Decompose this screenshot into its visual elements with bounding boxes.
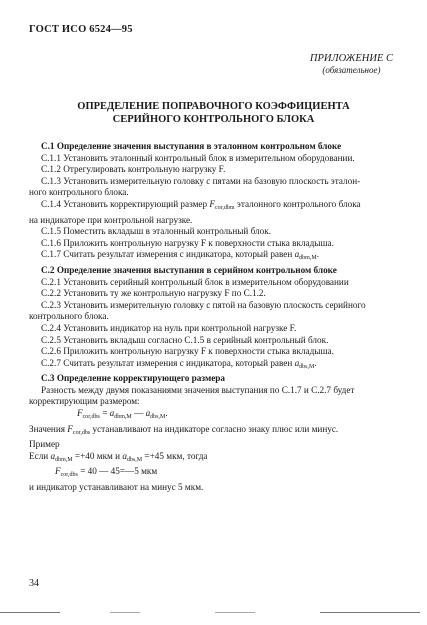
symbol: F	[209, 198, 215, 209]
symbol: F	[55, 466, 61, 477]
item-c1-2: С.1.2 Отрегулировать контрольную нагрузку F.	[41, 164, 226, 175]
text: устанавливают на индикаторе согласно знаку плюс или минус.	[90, 423, 339, 434]
item-c1-1: С.1.1 Установить эталонный контрольный блок в измерительном оборудовании.	[41, 152, 355, 163]
symbol: a	[122, 450, 127, 461]
footer-rule	[320, 612, 420, 613]
item-c2-3: С.2.3 Установить измерительную головку с пятой на базовую плоскость серийного	[41, 299, 366, 310]
item-c2-6: С.2.6 Приложить контрольную нагрузку F к поверхности стыка вкладыша.	[41, 346, 334, 357]
formula-term-2: a	[145, 408, 151, 419]
symbol: a	[294, 249, 300, 260]
appendix-label: ПРИЛОЖЕНИЕ С	[309, 53, 393, 64]
subscript: cor,dbs	[60, 472, 78, 479]
document-title	[0, 100, 427, 126]
footer-rule	[215, 612, 255, 613]
title-line-2: СЕРИЙНОГО КОНТРОЛЬНОГО БЛОКА	[112, 114, 315, 125]
appendix-status: (обязательное)	[322, 65, 381, 75]
subscript: cor,dbm	[215, 204, 235, 211]
subscript: cor,dbs	[72, 429, 91, 436]
page-number: 34	[29, 578, 39, 589]
text: Если	[29, 450, 51, 461]
formula-term-1-sub: dbm,M	[114, 414, 132, 421]
item-c2-7: С.2.7 Считать результат измерения с индикатора, который равен $a_{dbs,M}$.	[41, 357, 317, 370]
formula-end: .	[165, 408, 168, 419]
standard-code: ГОСТ ИСО 6524—95	[29, 24, 133, 35]
item-c1-5: С.1.5 Поместить вкладыш в эталонный контрольный блок.	[41, 226, 272, 237]
item-c2-1: С.2.1 Установить серийный контрольный блок в измерительном оборудовании	[41, 276, 349, 287]
example-line	[29, 451, 399, 467]
subscript: dbm,M	[55, 456, 73, 463]
symbol: F	[67, 423, 73, 434]
title-line-1: ОПРЕДЕЛЕНИЕ ПОПРАВОЧНОГО КОЭФФИЦИЕНТА	[77, 101, 350, 112]
text: С.1.7 Считать результат измерения с индикатора, который равен	[41, 249, 295, 260]
item-c1-4	[29, 199, 399, 215]
text: = 40 — 45=—5 мкм	[77, 466, 158, 477]
c3-text-cont: корректирующим размером:	[29, 396, 140, 407]
item-c1-3-cont: ного контрольного блока.	[29, 187, 129, 198]
text: =+45 мкм, тогда	[142, 450, 208, 461]
document-body	[29, 141, 399, 494]
formula-lhs: F	[77, 408, 83, 419]
text: Значения	[29, 423, 68, 434]
formula-lhs-sub: cor,dbs	[82, 414, 100, 421]
subscript: dbm,M	[299, 255, 317, 262]
item-c2-2: С.2.2 Установить ту же контрольную нагрузку F по С.1.2.	[41, 288, 266, 299]
formula-term-1: a	[109, 408, 115, 419]
section-c1-heading: С.1 Определение значения выступания в эталонном контрольном блоке	[41, 141, 342, 151]
subscript: dbs,M	[126, 456, 143, 463]
section-c2-heading: С.2 Определение значения выступания в серийном контрольном блоке	[41, 264, 337, 275]
section-c3-heading: С.3 Определение корректирующего размера	[41, 373, 225, 384]
subscript: dbs,M	[299, 363, 315, 370]
item-c2-5: С.2.5 Установить вкладыш согласно С.1.5 в серийный контрольный блок.	[41, 334, 329, 345]
item-c2-4: С.2.4 Установить индикатор на нуль при контрольной нагрузке F.	[41, 322, 297, 333]
formula	[29, 408, 399, 424]
appendix-label-block	[310, 53, 393, 75]
text: С.1.4 Установить корректирующий размер	[41, 198, 210, 209]
c3-text: Разность между двумя показаниями значения выступания по С.1.7 и С.2.7 будет	[41, 384, 355, 395]
final-text: и индикатор устанавливают на минус 5 мкм.	[29, 482, 204, 493]
formula-eq: =	[99, 408, 110, 419]
symbol: a	[294, 357, 300, 368]
example-calc	[29, 466, 399, 482]
example-label: Пример	[29, 439, 60, 450]
footer-rule	[0, 612, 60, 613]
formula-term-2-sub: dbs,M	[150, 414, 166, 421]
formula-minus: —	[131, 408, 146, 419]
symbol: a	[50, 450, 56, 461]
text: =+40 мкм и	[72, 450, 123, 461]
item-c2-3-cont: контрольного блока.	[29, 311, 109, 322]
text: С.2.7 Считать результат измерения с индикатора, который равен	[41, 357, 295, 368]
footer-rule	[110, 612, 140, 613]
item-c1-6: С.1.6 Приложить контрольную нагрузку F к поверхности стыка вкладыша.	[41, 237, 334, 248]
text: эталонного контрольного блока	[234, 198, 361, 209]
item-c1-7: С.1.7 Считать результат измерения с индикатора, который равен $a_{dbm,M}$.	[41, 249, 319, 262]
item-c1-4-cont: на индикаторе при контрольной нагрузке.	[29, 214, 193, 225]
item-c1-3: С.1.3 Установить измерительную головку с пятами на базовую плоскость эталон-	[41, 175, 361, 186]
values-text	[29, 424, 399, 440]
